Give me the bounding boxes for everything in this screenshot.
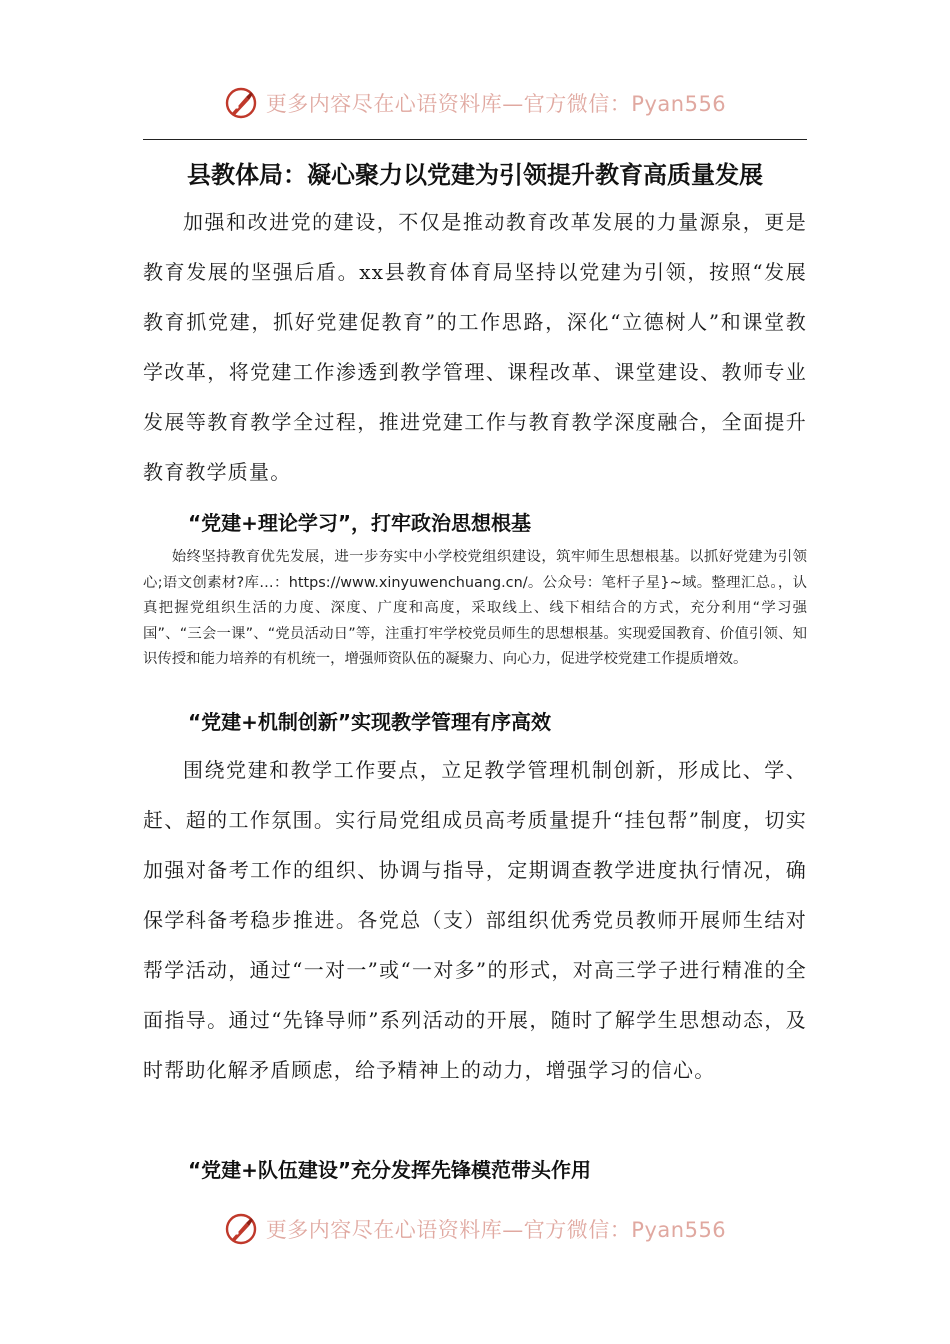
paragraph-intro: 加强和改进党的建设，不仅是推动教育改革发展的力量源泉，更是教育发展的坚强后盾。xx县教育体育局坚持以党建为引领，按照“发展教育抓党建，抓好党建促教育”的工作思路，深化“立德树人”和课堂教学改革，将党建工作渗透到教学管理、课程改革、课堂建设、教师专业发展等教育教学全过程，推进党建工作与教育教学深度融合，全面提升教育教学质量。 <box>143 210 807 484</box>
watermark-text: 更多内容尽在心语资料库—官方微信：Pyan556 <box>265 1218 727 1242</box>
section-heading-mechanism-innovation: “党建+机制创新”实现教学管理有序高效 <box>188 710 552 734</box>
watermark-banner-bottom <box>0 1204 950 1254</box>
header-divider <box>143 139 807 140</box>
section-heading-team-building: “党建+队伍建设”充分发挥先锋模范带头作用 <box>188 1158 592 1182</box>
paragraph-mechanism-innovation: 围绕党建和教学工作要点，立足教学管理机制创新，形成比、学、赶、超的工作氛围。实行局党组成员高考质量提升“挂包帮”制度，切实加强对备考工作的组织、协调与指导，定期调查教学进度执行情况，确保学科备考稳步推进。各党总（支）部组织优秀党员教师开展师生结对帮学活动，通过“一对一”或“一对多”的形式，对高三学子进行精准的全面指导。通过“先锋导师”系列活动的开展，随时了解学生思想动态，及时帮助化解矛盾顾虑，给予精神上的动力，增强学习的信心。 <box>143 758 807 1082</box>
paragraph-theory-study: 始终坚持教育优先发展，进一步夯实中小学校党组织建设，筑牢师生思想根基。以抓好党建为引领心;语文创素材?库…：https://www.xinyuwenchuang.cn/。公众号：笔杆子星}~域。整理汇总。，认真把握党组织生活的力度、深度、广度和高度，采取线上、线下相结合的方式，充分利用“学习强国”、“三会一课”、“党员活动日”等，注重打牢学校党员师生的思想根基。实现爱国教育、价值引领、知识传授和能力培养的有机统一，增强师资队伍的凝聚力、向心力，促进学校党建工作提质增效。 <box>143 549 807 667</box>
section-heading-theory-study: “党建+理论学习”，打牢政治思想根基 <box>188 511 532 535</box>
watermark-text: 更多内容尽在心语资料库—官方微信：Pyan556 <box>265 92 727 116</box>
document-title: 县教体局：凝心聚力以党建为引领提升教育高质量发展 <box>187 161 763 189</box>
watermark-banner-top <box>0 78 950 128</box>
fountain-pen-icon <box>224 1212 258 1246</box>
fountain-pen-icon <box>224 86 258 120</box>
